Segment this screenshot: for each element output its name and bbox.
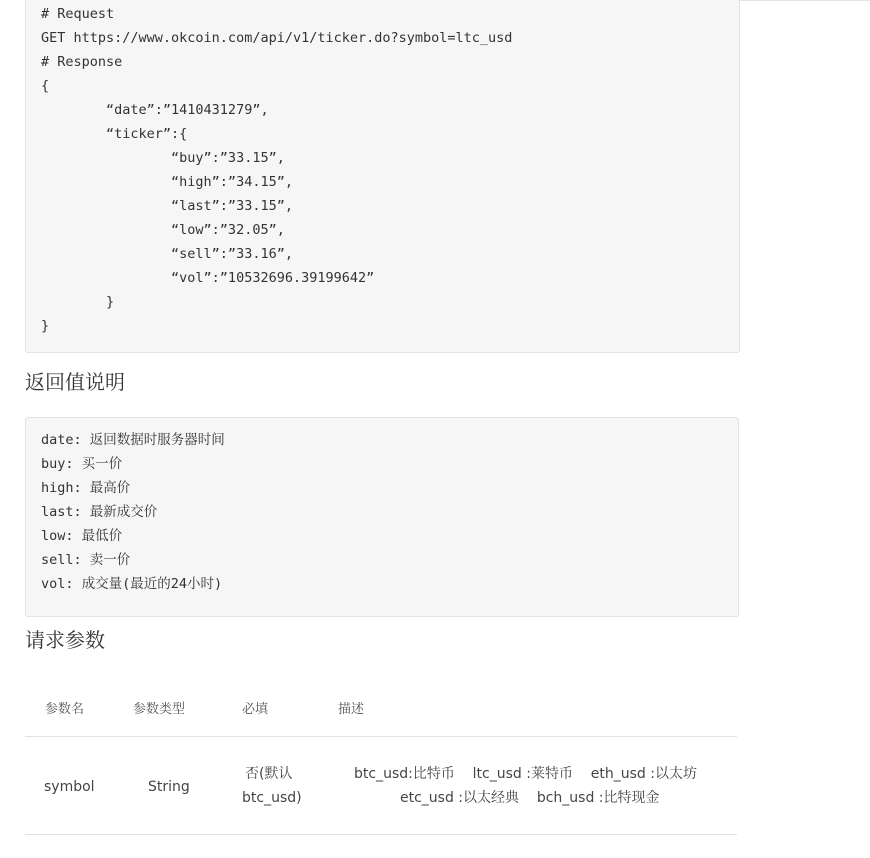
code-line: date: 返回数据时服务器时间 <box>41 432 225 448</box>
code-line: “date”:”1410431279”, <box>41 102 269 118</box>
code-line: high: 最高价 <box>41 480 131 496</box>
param-required-line: btc_usd) <box>242 790 302 806</box>
code-line: “last”:”33.15”, <box>41 198 293 214</box>
top-divider <box>738 0 870 1</box>
column-header-description: 描述 <box>338 702 365 717</box>
param-required-line: 否(默认 <box>245 766 293 782</box>
column-header-name: 参数名 <box>45 702 85 717</box>
code-line: “buy”:”33.15”, <box>41 150 285 166</box>
code-line: “ticker”:{ <box>41 126 188 142</box>
column-header-type: 参数类型 <box>133 702 186 717</box>
code-line: # Response <box>41 54 123 70</box>
code-line: “low”:”32.05”, <box>41 222 285 238</box>
code-line: low: 最低价 <box>41 528 123 544</box>
param-name-cell: symbol <box>44 779 95 795</box>
return-values-heading: 返回值说明 <box>25 370 125 394</box>
table-row-divider <box>25 834 737 835</box>
param-description-line: etc_usd :以太经典 bch_usd :比特现金 <box>400 790 660 806</box>
param-description-line: btc_usd:比特币 ltc_usd :莱特币 eth_usd :以太坊 <box>354 766 697 782</box>
code-line: { <box>41 78 50 94</box>
table-header-divider <box>25 736 737 737</box>
code-line: last: 最新成交价 <box>41 504 158 520</box>
code-line: # Request <box>41 6 115 22</box>
code-line: } <box>41 318 50 334</box>
param-type-cell: String <box>148 779 190 795</box>
code-line: } <box>41 294 115 310</box>
code-line: GET https://www.okcoin.com/api/v1/ticker.do?symbol=ltc_usd <box>41 30 513 46</box>
code-line: buy: 买一价 <box>41 456 123 472</box>
column-header-required: 必填 <box>242 702 269 717</box>
code-line: vol: 成交量(最近的24小时) <box>41 576 223 592</box>
return-values-code-block <box>25 417 739 617</box>
code-line: sell: 卖一价 <box>41 552 131 568</box>
code-line: “vol”:”10532696.39199642” <box>41 270 375 286</box>
code-line: “high”:”34.15”, <box>41 174 293 190</box>
request-response-code-block <box>25 0 740 353</box>
code-line: “sell”:”33.16”, <box>41 246 293 262</box>
request-params-heading: 请求参数 <box>25 628 105 652</box>
